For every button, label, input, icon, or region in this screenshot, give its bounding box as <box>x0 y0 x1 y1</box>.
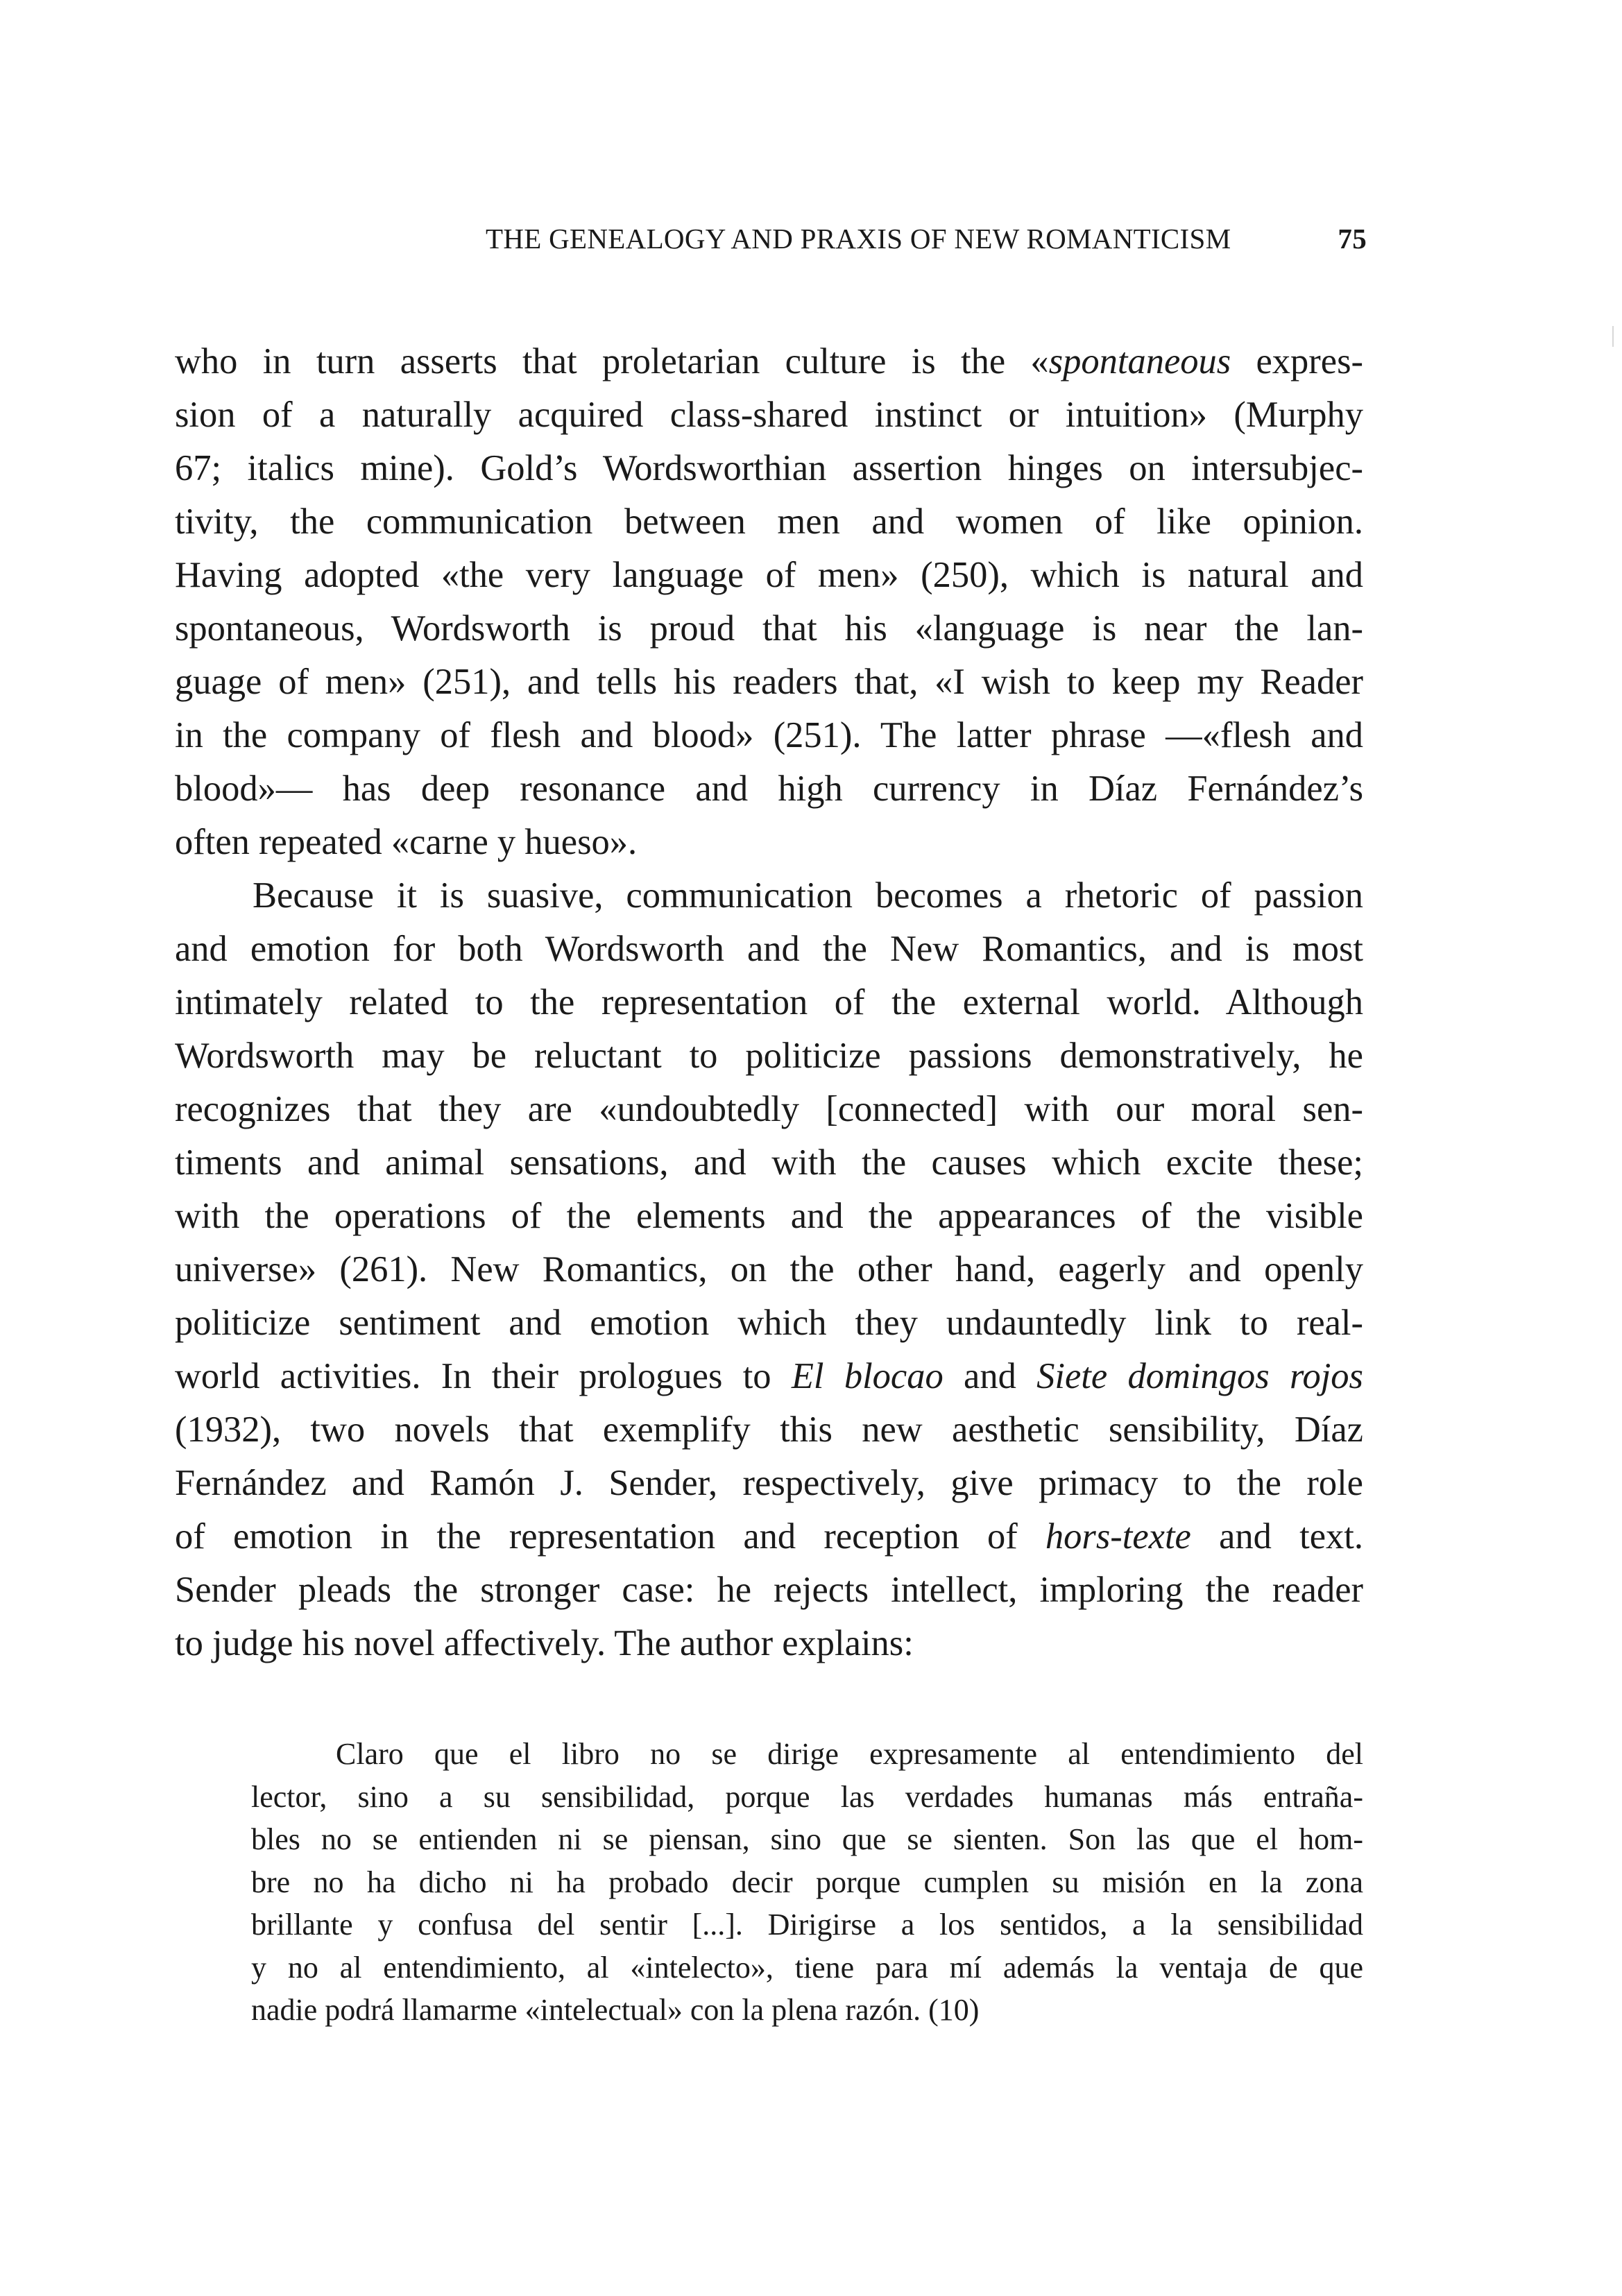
text-line: of emotion in the representation and reception of hors-texte and text. <box>175 1516 1363 1557</box>
running-title: THE GENEALOGY AND PRAXIS OF NEW ROMANTICISM <box>486 223 1231 255</box>
quote-line: y no al entendimiento, al «intelecto», tiene para mí además la ventaja de que <box>251 1950 1363 1985</box>
text-line: timents and animal sensations, and with the causes which excite these; <box>175 1142 1363 1183</box>
text-line: who in turn asserts that proletarian culture is the «spontaneous expres- <box>175 341 1363 382</box>
block-quote <box>251 1733 1363 2032</box>
paragraph-2 <box>175 869 1363 1670</box>
text-line: often repeated «carne y hueso». <box>175 822 638 862</box>
text-line: guage of men» (251), and tells his readers that, «I wish to keep my Reader <box>175 662 1363 702</box>
text-line: (1932), two novels that exemplify this new aesthetic sensibility, Díaz <box>175 1410 1363 1450</box>
italic-term: hors-texte <box>1045 1516 1191 1557</box>
text-line: 67; italics mine). Gold’s Wordsworthian assertion hinges on intersubjec- <box>175 448 1363 488</box>
quote-line: bles no se entienden ni se piensan, sino que se sienten. Son las que el hom- <box>251 1822 1363 1856</box>
quote-line: bre no ha dicho ni ha probado decir porque cumplen su misión en la zona <box>251 1865 1363 1899</box>
text-line: recognizes that they are «undoubtedly [connected] with our moral sen- <box>175 1089 1363 1129</box>
text-line: and emotion for both Wordsworth and the New Romantics, and is most <box>175 929 1363 969</box>
text-line: Fernández and Ramón J. Sender, respectively, give primacy to the role <box>175 1463 1363 1503</box>
text-line: Wordsworth may be reluctant to politicize passions demonstratively, he <box>175 1036 1363 1076</box>
text-line: to judge his novel affectively. The author explains: <box>175 1623 914 1663</box>
text-line: world activities. In their prologues to El blocao and Siete domingos rojos <box>175 1356 1363 1396</box>
paragraph-1 <box>175 335 1363 869</box>
body-text <box>175 335 1363 1670</box>
italic-title: El blocao <box>791 1356 944 1396</box>
quote-line: lector, sino a su sensibilidad, porque las verdades humanas más entraña- <box>251 1779 1363 1814</box>
text-line: tivity, the communication between men and women of like opinion. <box>175 502 1363 542</box>
text-line: Having adopted «the very language of men» (250), which is natural and <box>175 555 1363 595</box>
text-line: with the operations of the elements and the appearances of the visible <box>175 1196 1363 1236</box>
text-line: sion of a naturally acquired class-shared instinct or intuition» (Murphy <box>175 395 1363 435</box>
text-line: intimately related to the representation of the external world. Although <box>175 982 1363 1022</box>
running-header <box>486 221 1367 257</box>
margin-mark <box>1612 326 1614 347</box>
text-line: Sender pleads the stronger case: he rejects intellect, imploring the reader <box>175 1570 1363 1610</box>
text-line: politicize sentiment and emotion which they undauntedly link to real- <box>175 1303 1363 1343</box>
quote-line: Claro que el libro no se dirige expresamente al entendimiento del <box>336 1737 1363 1771</box>
quote-line: nadie podrá llamarme «intelectual» con la plena razón. (10) <box>251 1993 980 2027</box>
text-line: universe» (261). New Romantics, on the other hand, eagerly and openly <box>175 1249 1363 1290</box>
quote-line: brillante y confusa del sentir [...]. Dirigirse a los sentidos, a la sensibilidad <box>251 1908 1363 1942</box>
italic-term: spontaneous <box>1048 341 1231 382</box>
text-line: spontaneous, Wordsworth is proud that his «language is near the lan- <box>175 608 1363 649</box>
page-number: 75 <box>1338 223 1367 255</box>
italic-title: Siete domingos rojos <box>1036 1356 1363 1396</box>
text-line: in the company of flesh and blood» (251). The latter phrase —«flesh and <box>175 715 1363 755</box>
text-line: blood»— has deep resonance and high currency in Díaz Fernández’s <box>175 769 1363 809</box>
text-line: Because it is suasive, communication becomes a rhetoric of passion <box>253 875 1363 916</box>
